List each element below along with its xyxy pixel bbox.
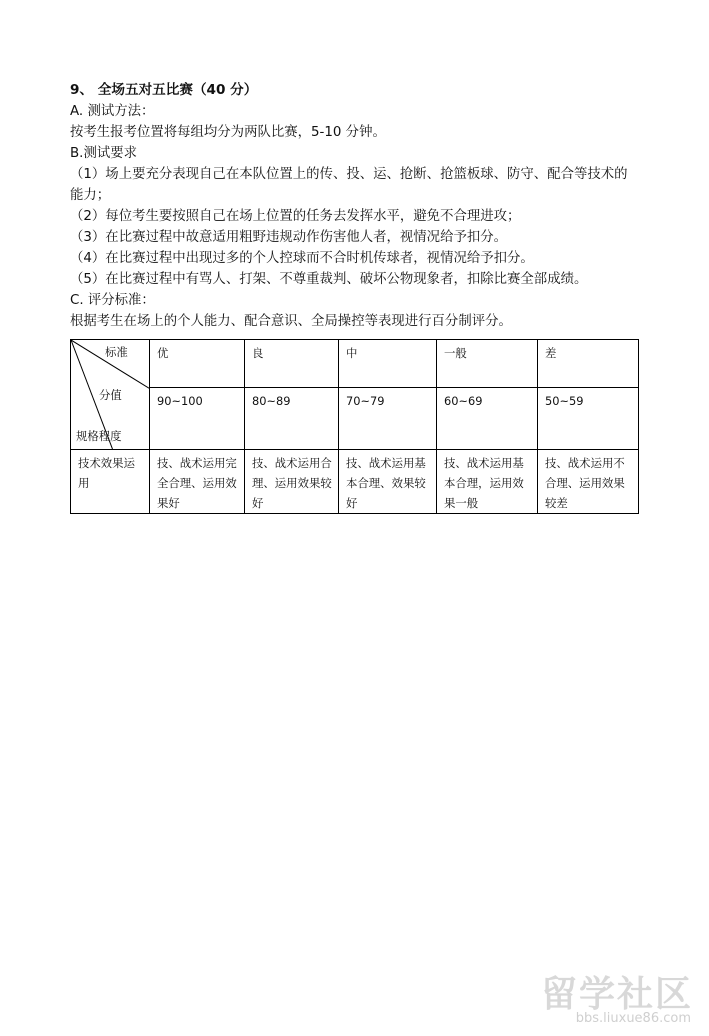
requirement-5: （5）在比赛过程中有骂人、打架、不尊重裁判、破坏公物现象者，扣除比赛全部成绩。 <box>70 272 588 287</box>
watermark-url: bbs.liuxue86.com <box>575 1011 691 1026</box>
description-cell: 技、战术运用不合理、运用效果较差 <box>538 450 639 514</box>
document-body <box>70 80 640 332</box>
section-heading: 9、 全场五对五比赛（40 分） <box>70 82 258 98</box>
method-text: 按考生报考位置将每组均分为两队比赛，5-10 分钟。 <box>70 125 386 140</box>
score-cell: 80~89 <box>245 388 339 450</box>
score-cell: 90~100 <box>150 388 245 450</box>
description-cell: 技、战术运用基本合理，运用效果一般 <box>437 450 538 514</box>
description-cell: 技、战术运用合理、运用效果较好 <box>245 450 339 514</box>
score-cell: 70~79 <box>339 388 437 450</box>
score-row <box>71 388 639 450</box>
requirement-2: （2）每位考生要按照自己在场上位置的任务去发挥水平，避免不合理进攻； <box>70 209 521 224</box>
grade-header-medium: 中 <box>339 340 437 388</box>
grade-row <box>71 340 639 388</box>
watermark <box>523 966 693 1026</box>
corner-label-level: 规格程度 <box>76 429 122 443</box>
description-row <box>71 450 639 514</box>
score-cell: 60~69 <box>437 388 538 450</box>
watermark-logo-text: 留学社区 <box>540 974 693 1015</box>
requirement-4: （4）在比赛过程中出现过多的个人控球而不合时机传球者，视情况给予扣分。 <box>70 251 534 266</box>
method-label: A. 测试方法： <box>70 104 155 119</box>
requirements-label: B.测试要求 <box>70 146 138 161</box>
scoring-table <box>70 339 639 514</box>
corner-label-score: 分值 <box>99 388 122 402</box>
criteria-label: C. 评分标准： <box>70 293 155 308</box>
grade-header-good: 良 <box>245 340 339 388</box>
corner-header-cell <box>71 340 150 450</box>
criteria-text: 根据考生在场上的个人能力、配合意识、全局操控等表现进行百分制评分。 <box>70 314 512 329</box>
score-cell: 50~59 <box>538 388 639 450</box>
requirement-1: （1）场上要充分表现自己在本队位置上的传、投、运、抢断、抢篮板球、防守、配合等技术的能力； <box>70 167 628 203</box>
description-cell: 技、战术运用完全合理、运用效果好 <box>150 450 245 514</box>
corner-label-standard: 标准 <box>105 345 128 359</box>
description-cell: 技、战术运用基本合理、效果较好 <box>339 450 437 514</box>
grade-header-excellent: 优 <box>150 340 245 388</box>
grade-header-average: 一般 <box>437 340 538 388</box>
row-label-cell: 技术效果运用 <box>71 450 150 514</box>
grade-header-poor: 差 <box>538 340 639 388</box>
requirement-3: （3）在比赛过程中故意适用粗野违规动作伤害他人者，视情况给予扣分。 <box>70 230 508 245</box>
